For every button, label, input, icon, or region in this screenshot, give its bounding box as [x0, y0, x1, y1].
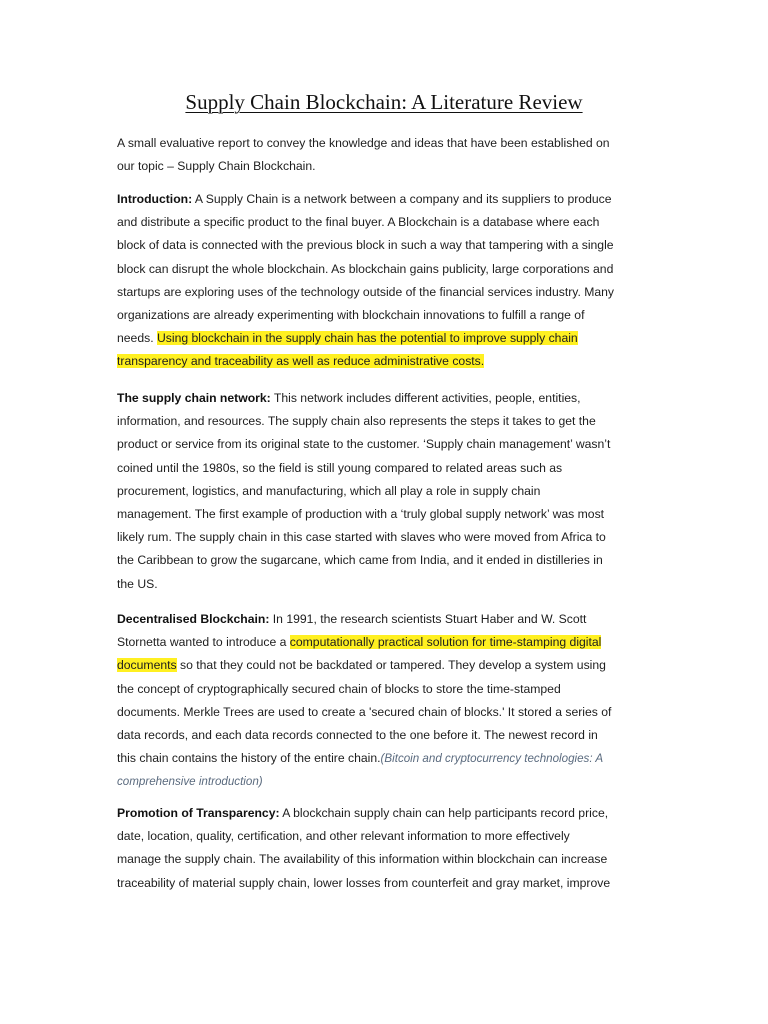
decentral-line-6: data records, and each data records connected to the one before it. The newest record in: [117, 727, 598, 742]
decentral-line-2: [117, 631, 657, 654]
network-line-6: management. The first example of production with a ‘truly global supply network’ was most: [117, 506, 605, 521]
network-line-7: likely rum. The supply chain in this case started with slaves who were moved from Africa to: [117, 530, 606, 545]
network-line-1-text: This network includes different activities, people, entities,: [270, 391, 581, 405]
decentral-line-5: documents. Merkle Trees are used to create a 'secured chain of blocks.' It stored a series of: [117, 704, 612, 719]
decentral-last-line-text: this chain contains the history of the entire chain.: [117, 751, 381, 766]
decentral-line-3: [117, 654, 657, 677]
introduction-line-8: [117, 350, 657, 373]
decentral-line-1-text: In 1991, the research scientists Stuart Haber and W. Scott: [269, 612, 587, 626]
citation-part-1: (Bitcoin and cryptocurrency technologies: A: [380, 752, 604, 766]
network-line-1: [117, 387, 657, 410]
transparency-heading: Promotion of Transparency:: [117, 806, 280, 820]
supply-chain-network-paragraph: [117, 387, 657, 596]
transparency-line-4: traceability of material supply chain, lower losses from counterfeit and gray market, improve: [117, 875, 611, 890]
network-line-8: the Caribbean to grow the sugarcane, which came from India, and it ended in distilleries in: [117, 553, 603, 568]
network-line-9: the US.: [117, 576, 158, 591]
document-title-text: Supply Chain Blockchain: A Literature Review: [185, 90, 583, 114]
introduction-highlight-1: Using blockchain in the supply chain has the potential to improve supply chain: [156, 331, 578, 346]
introduction-line-4: block can disrupt the whole blockchain. As blockchain gains publicity, large corporations and: [117, 261, 614, 276]
network-line-5: procurement, logistics, and manufacturing, which all play a role in supply chain: [117, 483, 541, 498]
decentral-highlight-1: computationally practical solution for time-stamping digital: [289, 635, 602, 650]
network-line-2: information, and resources. The supply chain also represents the steps it takes to get the: [117, 414, 596, 429]
decentral-line-1: [117, 608, 657, 631]
transparency-line-1: [117, 802, 657, 825]
introduction-line-3: block of data is connected with the previous block in such a way that tampering with a single: [117, 238, 614, 253]
introduction-line-6: organizations are already experimenting with blockchain innovations to fulfill a range of: [117, 307, 585, 322]
introduction-line-5: startups are exploring uses of the technology outside of the financial services industry. Many: [117, 284, 615, 299]
decentral-line-8: [117, 770, 657, 793]
intro-line-1: A small evaluative report to convey the knowledge and ideas that have been established on: [117, 136, 610, 150]
network-heading: The supply chain network:: [117, 391, 271, 405]
decentral-line-4: the concept of cryptographically secured chain of blocks to store the time-stamped: [117, 681, 561, 696]
introduction-line-7: [117, 327, 657, 350]
decentralised-blockchain-paragraph: [117, 608, 657, 794]
decentral-highlight-2: documents: [117, 658, 177, 673]
citation-part-2: comprehensive introduction): [117, 775, 263, 789]
transparency-line-2: date, location, quality, certification, and other relevant information to more effectively: [117, 829, 570, 844]
promotion-of-transparency-paragraph: [117, 802, 657, 895]
introduction-line-1-text: A Supply Chain is a network between a company and its suppliers to produce: [192, 192, 612, 206]
introduction-needs-text: needs.: [117, 331, 157, 346]
transparency-line-1-text: A blockchain supply chain can help participants record price,: [279, 806, 609, 820]
introduction-line-1: [117, 188, 657, 211]
document-title: [0, 89, 768, 115]
decentral-line-2-text: Stornetta wanted to introduce a: [117, 635, 290, 650]
transparency-line-3: manage the supply chain. The availability of this information within blockchain can increase: [117, 852, 608, 867]
introduction-highlight-2: transparency and traceability as well as reduce administrative costs.: [117, 354, 485, 369]
decentral-line-7: [117, 747, 657, 770]
intro-paragraph: [117, 132, 657, 178]
network-line-4: coined until the 1980s, so the field is still young compared to related areas such as: [117, 460, 563, 475]
network-line-3: product or service from its original state to the customer. ‘Supply chain management’ wasn’t: [117, 437, 611, 452]
decentral-line-3-text: so that they could not be backdated or tampered. They develop a system using: [176, 658, 606, 673]
intro-line-2: our topic – Supply Chain Blockchain.: [117, 159, 316, 174]
decentral-heading: Decentralised Blockchain:: [117, 612, 270, 626]
introduction-line-2: and distribute a specific product to the final buyer. A Blockchain is a database where each: [117, 215, 600, 230]
introduction-paragraph: [117, 188, 657, 374]
introduction-heading: Introduction:: [117, 192, 193, 206]
